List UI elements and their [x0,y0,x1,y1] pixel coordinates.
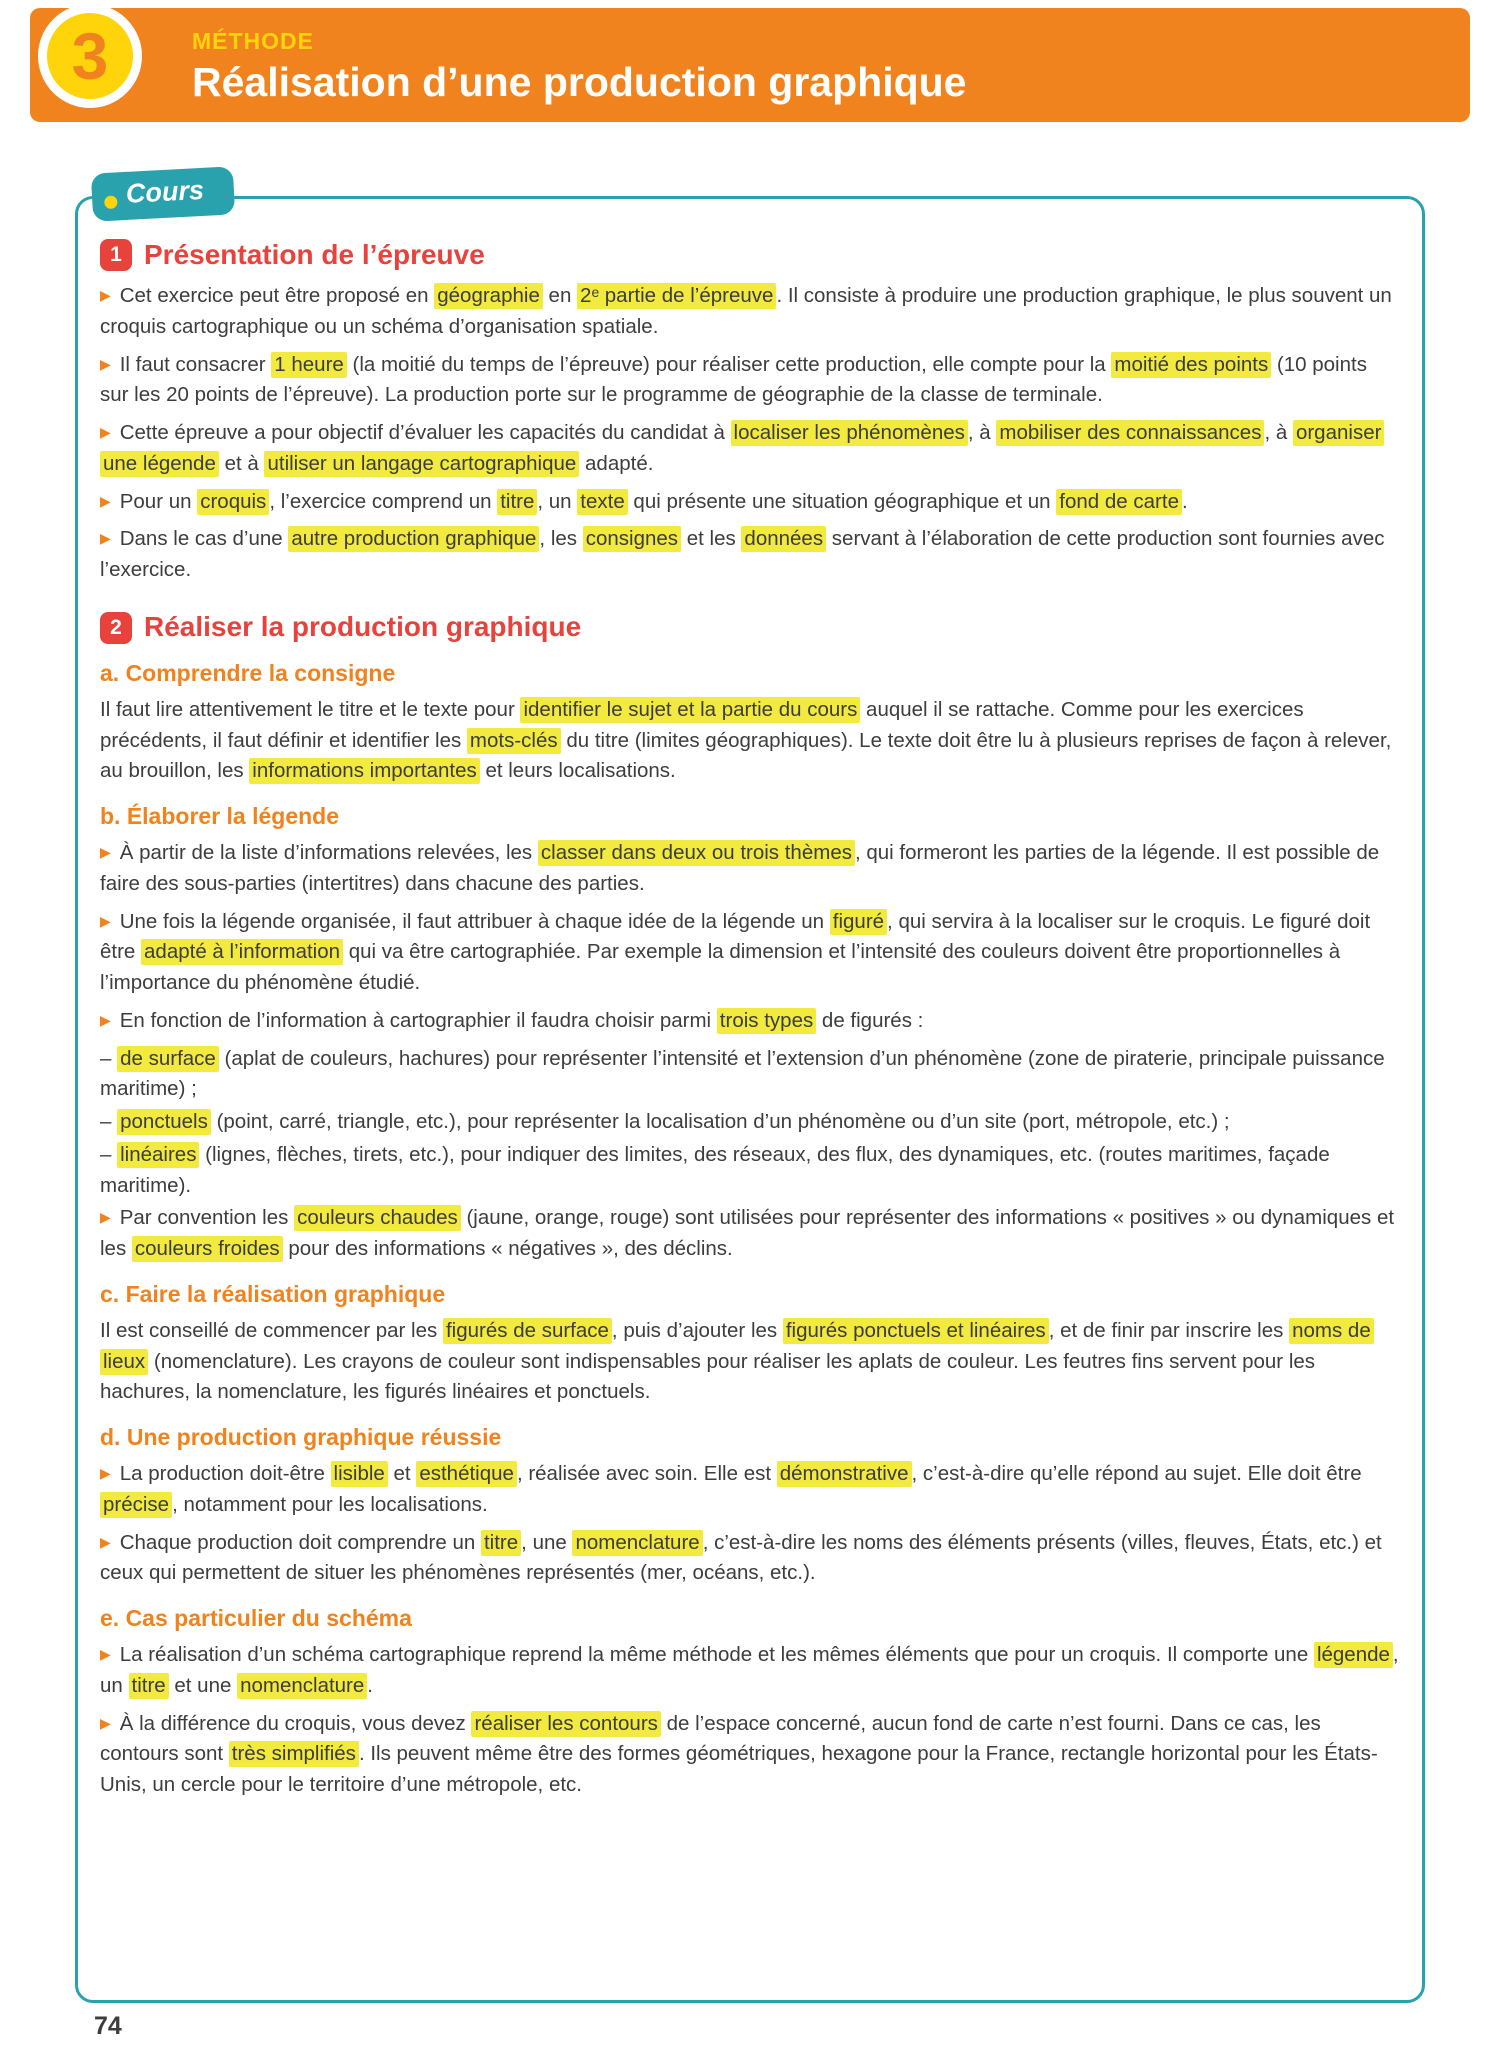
bullet-arrow-icon: ▶ [100,492,111,509]
highlighted-text: réaliser les contours [471,1711,660,1737]
text-run: . [367,1673,373,1697]
text-run: La réalisation d’un schéma cartographique reprend la même méthode et les mêmes éléments que pour un croquis. Il comporte une [119,1643,1314,1666]
highlighted-text: très simplifiés [229,1741,359,1767]
text-run: (lignes, flèches, tirets, etc.), pour indiquer des limites, des réseaux, des flux, des dynamiques, etc. (routes maritimes, façade maritime). [100,1142,1330,1197]
highlighted-text: nomenclature [237,1673,367,1699]
highlighted-text: mots-clés [467,728,561,754]
text-run: qui va être cartographiée. Par exemple la dimension et l’intensité des couleurs doivent être proportionnelles à l’importance du phénomène étudié. [100,940,1341,994]
bullet-arrow-icon: ▶ [100,424,111,440]
text-run: , à [967,421,997,444]
section-title: Présentation de l’épreuve [144,238,485,270]
highlighted-text: noms de lieux [100,1318,1374,1375]
text-run: , un [100,1643,1399,1697]
text-run: Il est conseillé de commencer par les [100,1318,443,1342]
kicker-label: MÉTHODE [192,28,314,54]
text-run: Dans le cas d’une [119,527,289,551]
text-run: et à [218,451,265,475]
highlighted-text: précise [100,1492,172,1518]
text-run: Une fois la légende organisée, il faut attribuer à chaque idée de la légende un [119,909,830,933]
text-run: – [100,1110,118,1133]
text-run: , puis d’ajouter les [611,1318,783,1342]
subsection-heading: c. Faire la réalisation graphique [100,1280,446,1307]
course-content-box [75,196,1425,2003]
bullet-paragraph [100,1528,1400,1590]
text-run: Par convention les [119,1206,295,1230]
text-run: , c’est-à-dire les noms des éléments présents (villes, fleuves, États, etc.) et ceux qui permettent de situer les phénomènes représentés (mer, océans, etc.). [100,1530,1382,1585]
dash-item [100,1044,1400,1106]
text-run: La production doit-être [119,1462,331,1485]
text-run: et leurs localisations. [479,759,676,783]
text-run: , qui formeront les parties de la légende. Il est possible de faire des sous-parties (intertitres) dans chacune des parties. [100,841,1380,895]
highlighted-text: localiser les phénomènes [731,420,968,446]
bullet-arrow-icon: ▶ [100,912,111,929]
text-run: Il faut lire attentivement le titre et le texte pour [100,697,521,721]
text-run: (aplat de couleurs, hachures) pour représenter l’intensité et l’extension d’un phénomène (zone de piraterie, principale puissance maritime) ; [100,1046,1385,1101]
highlighted-text: ponctuels [117,1109,211,1135]
sections-container [100,239,1400,1801]
section-heading [100,612,1400,644]
dash-item [100,1140,1400,1202]
bullet-arrow-icon: ▶ [100,1533,111,1550]
text-run: . [1181,489,1188,513]
highlighted-text: trois types [717,1008,816,1034]
text-run: – [100,1142,118,1166]
text-run: (la moitié du temps de l’épreuve) pour réaliser cette production, elle compte pour la [346,352,1112,376]
text-run: pour des informations « négatives », des déclins. [282,1237,733,1260]
bullet-arrow-icon: ▶ [100,530,111,547]
text-run: , l’exercice comprend un [269,489,498,513]
highlighted-text: adapté à l’information [141,939,343,965]
section-number-badge: 1 [100,239,132,271]
bullet-paragraph [100,487,1400,518]
text-run: Il faut consacrer [119,352,272,376]
bullet-arrow-icon: ▶ [100,287,111,303]
text-run: de l’espace concerné, aucun fond de carte n’est fourni. Dans ce cas, les contours sont [100,1711,1321,1766]
bullet-paragraph [100,1459,1400,1521]
text-run: , un [537,489,578,513]
text-run: qui présente une situation géographique et un [627,489,1057,513]
highlighted-text: nomenclature [572,1530,702,1556]
subsection-heading: d. Une production graphique réussie [100,1424,502,1450]
text-run: auquel il se rattache. Comme pour les exercices précédents, il faut définir et identifier les [100,697,1304,752]
highlighted-text: autre production graphique [288,526,539,552]
bullet-paragraph [100,1709,1400,1801]
text-run: (point, carré, triangle, etc.), pour représenter la localisation d’un phénomène ou d’un site (port, métropole, etc.) ; [210,1110,1230,1133]
highlighted-text: utiliser un langage cartographique [264,451,579,477]
chapter-header-text [192,28,966,105]
highlighted-text: croquis [197,489,269,515]
text-run: en [542,284,578,307]
highlighted-text: 2ᵉ partie de l’épreuve [577,283,776,309]
text-run: (nomenclature). Les crayons de couleur sont indispensables pour réaliser les aplats de couleur. Les feutres fins servent pour les hachures, la nomenclature, les figurés linéaires et ponctuels. [100,1349,1316,1404]
text-run: et [387,1462,417,1485]
text-run: , une [521,1530,573,1554]
chapter-number-badge [38,4,142,108]
section-title: Réaliser la production graphique [144,611,582,643]
text-run: et une [168,1673,238,1697]
highlighted-text: classer dans deux ou trois thèmes [538,840,855,866]
highlighted-text: informations importantes [249,758,479,784]
chapter-number: 3 [71,19,109,93]
subsection-heading: a. Comprendre la consigne [100,659,396,686]
text-run: Pour un [119,489,198,513]
text-run: , notamment pour les localisations. [172,1492,488,1516]
section-number-badge: 2 [100,612,132,644]
bullet-arrow-icon: ▶ [100,1465,111,1481]
highlighted-text: titre [497,489,537,515]
paragraph [100,1316,1400,1408]
highlighted-text: texte [577,489,627,515]
text-run: Cette épreuve a pour objectif d’évaluer les capacités du candidat à [119,421,731,444]
highlighted-text: géographie [434,283,543,309]
paragraph [100,695,1400,787]
text-run: , et de finir par inscrire les [1048,1318,1290,1342]
highlighted-text: esthétique [416,1461,517,1487]
cours-tab [91,166,235,221]
text-run: En fonction de l’information à cartographier il faudra choisir parmi [119,1008,717,1032]
bullet-paragraph [100,350,1400,412]
highlighted-text: identifier le sujet et la partie du cours [520,697,860,723]
highlighted-text: mobiliser des connaissances [996,420,1264,446]
text-run: À la différence du croquis, vous devez [119,1711,472,1735]
text-run: servant à l’élaboration de cette production sont fournies avec l’exercice. [100,527,1385,581]
bullet-arrow-icon: ▶ [100,355,111,372]
bullet-paragraph [100,1203,1400,1265]
highlighted-text: de surface [117,1046,219,1072]
text-run: . Ils peuvent même être des formes géométriques, hexagone pour la France, rectangle horizontal pour les États-Unis, un cercle pour le territoire d’une métropole, etc. [100,1742,1378,1796]
text-run: Cet exercice peut être proposé en [119,284,435,307]
highlighted-text: couleurs chaudes [294,1205,461,1231]
text-run: , qui servira à la localiser sur le croquis. Le figuré doit être [100,909,1371,964]
bullet-paragraph [100,1006,1400,1037]
bullet-arrow-icon: ▶ [100,1011,111,1028]
highlighted-text: organiser une légende [100,420,1384,477]
page-number: 74 [94,2012,122,2040]
highlighted-text: linéaires [117,1142,199,1168]
text-run: – [100,1046,118,1070]
highlighted-text: lisible [331,1461,388,1487]
text-run: , à [1264,421,1293,444]
highlighted-text: 1 heure [271,352,347,378]
cours-tab-label: Cours [125,174,205,209]
bullet-paragraph [100,838,1400,900]
text-run: . Il consiste à produire une production graphique, le plus souvent un croquis cartographique ou un schéma d’organisation spatiale. [100,284,1392,338]
text-run: adapté. [579,451,654,475]
text-run: et les [681,527,742,551]
text-run: Chaque production doit comprendre un [119,1530,481,1554]
bullet-arrow-icon: ▶ [100,1714,111,1731]
text-run: (10 points sur les 20 points de l’épreuve). La production porte sur le programme de géographie de la classe de terminale. [100,352,1367,407]
highlighted-text: légende [1314,1642,1393,1668]
highlighted-text: titre [129,1673,169,1699]
highlighted-text: données [741,526,826,552]
highlighted-text: fond de carte [1056,489,1182,515]
highlighted-text: consignes [583,526,681,552]
text-run: du titre (limites géographiques). Le texte doit être lu à plusieurs reprises de façon à relever, au brouillon, les [100,728,1392,783]
subsection-heading: e. Cas particulier du schéma [100,1605,412,1631]
text-run: (jaune, orange, rouge) sont utilisées pour représenter des informations « positives » ou dynamiques et les [100,1206,1395,1260]
highlighted-text: figurés de surface [443,1318,612,1344]
dash-item [100,1107,1400,1138]
bullet-paragraph [100,418,1400,480]
highlighted-text: moitié des points [1111,352,1271,378]
bullet-dot-icon [104,195,118,209]
bullet-arrow-icon: ▶ [100,844,111,860]
text-run: de figurés : [816,1008,924,1032]
text-run: , c’est-à-dire qu’elle répond au sujet. Elle doit être [911,1462,1362,1485]
bullet-paragraph [100,281,1400,343]
text-run: À partir de la liste d’informations relevées, les [119,841,538,864]
highlighted-text: figurés ponctuels et linéaires [783,1318,1049,1344]
highlighted-text: couleurs froides [132,1236,283,1262]
bullet-paragraph [100,907,1400,999]
content-section [100,239,1400,586]
bullet-arrow-icon: ▶ [100,1209,111,1226]
content-section [100,612,1400,1801]
section-heading [100,239,1400,271]
highlighted-text: démonstrative [777,1461,912,1487]
highlighted-text: figuré [830,909,887,935]
chapter-header-band [30,8,1470,122]
text-run: , réalisée avec soin. Elle est [516,1462,777,1485]
bullet-paragraph [100,1640,1400,1702]
page-title: Réalisation d’une production graphique [192,59,967,105]
subsection-heading: b. Élaborer la légende [100,803,340,829]
highlighted-text: titre [481,1530,521,1556]
text-run: , les [539,527,583,551]
bullet-paragraph [100,524,1400,586]
bullet-arrow-icon: ▶ [100,1646,111,1662]
